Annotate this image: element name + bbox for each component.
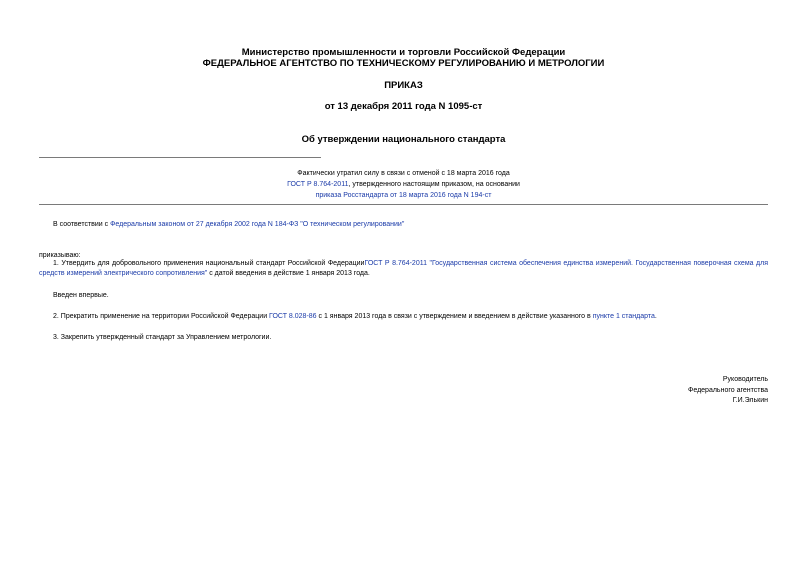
notice-order-link[interactable]: приказа Росстандарта от 18 марта 2016 года N 194-ст xyxy=(315,192,492,199)
preamble-text: В соответствии с xyxy=(53,221,111,228)
item-1 xyxy=(39,259,768,279)
federal-law-link[interactable]: Федеральным законом от 27 декабря 2002 года N 184-ФЗ "О техническом регулировании" xyxy=(110,221,405,228)
item-2-text-b: с 1 января 2013 года в связи с утверждением и введением в действие указанного в xyxy=(316,313,593,320)
signature-position: Руководитель xyxy=(722,376,768,383)
doc-subject: Об утверждении национального стандарта xyxy=(301,134,506,145)
signature-name: Г.И.Элькин xyxy=(732,397,768,404)
item-3: 3. Закрепить утвержденный стандарт за Управлением метрологии. xyxy=(53,334,272,341)
gost-8-028-link[interactable]: ГОСТ 8.028-86 xyxy=(269,313,317,320)
order-word: приказываю: xyxy=(39,252,81,259)
notice-line-1: Фактически утратил силу в связи с отменой с 18 марта 2016 года xyxy=(297,170,510,177)
item-1-text-a: 1. Утвердить для добровольного применения национальный стандарт Российской Федерации xyxy=(53,260,365,267)
notice-gost-link[interactable]: ГОСТ Р 8.764-2011 xyxy=(287,181,349,188)
paragraph-1-link[interactable]: пункте 1 стандарта xyxy=(592,313,655,320)
divider-full xyxy=(39,204,768,205)
ministry-title: Министерство промышленности и торговли Российской Федерации xyxy=(241,47,566,58)
item-2-text-a: 2. Прекратить применение на территории Российской Федерации xyxy=(53,313,270,320)
signature-block xyxy=(688,375,768,407)
doc-type: ПРИКАЗ xyxy=(384,80,423,91)
notice-line-2 xyxy=(0,180,807,190)
doc-date-number: от 13 декабря 2011 года N 1095-ст xyxy=(324,101,483,112)
introduced-note: Введен впервые. xyxy=(53,292,109,299)
preamble xyxy=(53,220,404,230)
gost-8-764-link[interactable]: ГОСТ Р 8.764-2011 "Государственная система обеспечения единства измерений. Государственная поверочная схема для средств измерений электрического сопротивления" xyxy=(39,260,768,277)
agency-title: ФЕДЕРАЛЬНОЕ АГЕНТСТВО ПО ТЕХНИЧЕСКОМУ РЕГУЛИРОВАНИЮ И МЕТРОЛОГИИ xyxy=(202,58,605,69)
notice-line-2-text: , утвержденного настоящим приказом, на основании xyxy=(348,181,520,188)
notice-line-3 xyxy=(0,191,807,201)
signature-organization: Федерального агентства xyxy=(688,386,768,394)
item-1-text-b: с датой введения в действие 1 января 2013 года. xyxy=(207,270,370,277)
item-2 xyxy=(53,312,657,322)
item-2-text-c: . xyxy=(654,313,657,320)
divider-short xyxy=(39,157,321,158)
